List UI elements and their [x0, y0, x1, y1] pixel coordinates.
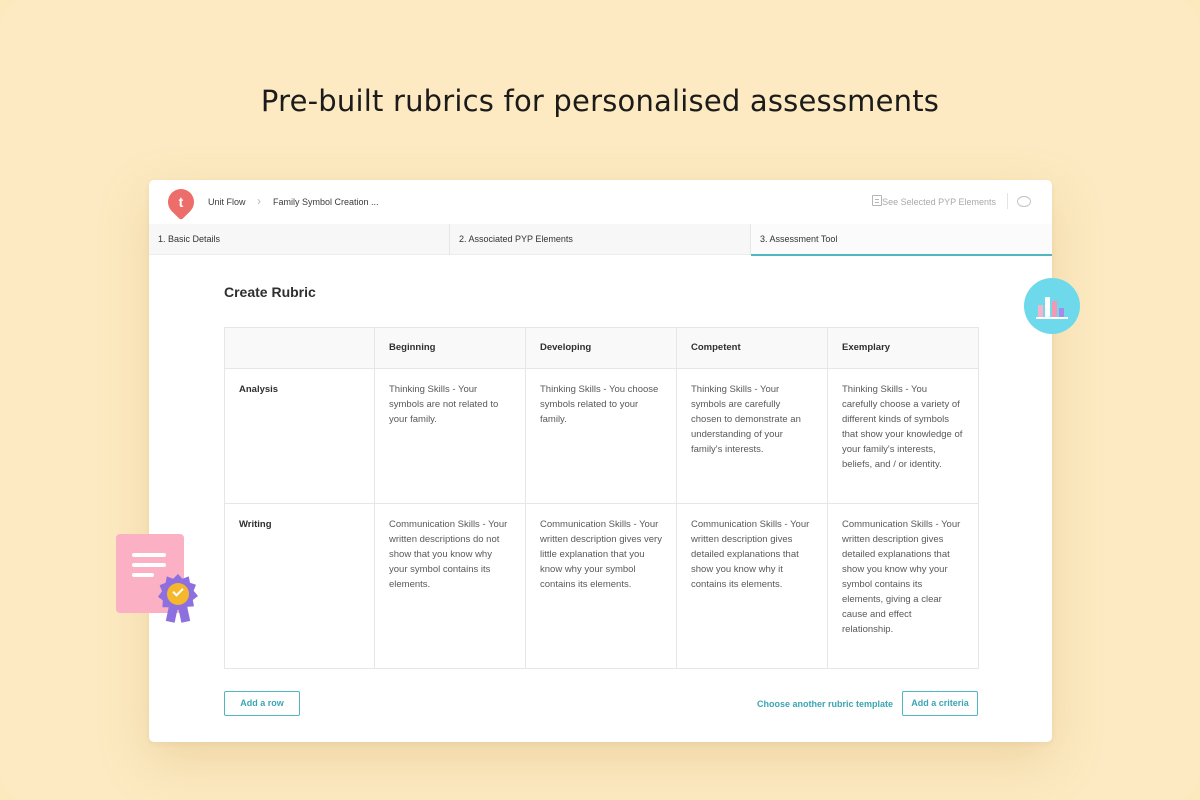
divider [1007, 193, 1008, 209]
header-cell-developing[interactable]: Developing [526, 328, 677, 369]
headline: Pre-built rubrics for personalised assessments [260, 84, 940, 118]
criterion-cell[interactable]: Analysis [225, 369, 375, 504]
tab-assessment-tool[interactable]: 3. Assessment Tool [751, 224, 1052, 255]
criterion-cell[interactable]: Writing [225, 504, 375, 669]
descriptor-cell[interactable]: Thinking Skills - You choose symbols related to your family. [526, 369, 677, 504]
certificate-seal-icon [158, 574, 198, 614]
descriptor-cell[interactable]: Thinking Skills - You carefully choose a variety of different kinds of symbols that show your knowledge of your family's interests, beliefs, and / or identity. [828, 369, 979, 504]
top-bar [149, 180, 1052, 224]
tab-basic-details[interactable]: 1. Basic Details [149, 224, 450, 255]
descriptor-cell[interactable]: Communication Skills - Your written description gives detailed explanations that show you know why your symbol contains its elements, giving a clear cause and effect relationship. [828, 504, 979, 669]
header-cell-competent[interactable]: Competent [677, 328, 828, 369]
chevron-right-icon: › [257, 194, 261, 208]
breadcrumb-unit-flow[interactable]: Unit Flow [208, 197, 246, 207]
rubric-table [224, 327, 979, 669]
see-pyp-elements-link[interactable]: See Selected PYP Elements [882, 197, 996, 207]
descriptor-cell[interactable]: Communication Skills - Your written description gives detailed explanations that show you know why it contains its elements. [677, 504, 828, 669]
logo-letter: t [178, 194, 184, 210]
choose-template-link[interactable]: Choose another rubric template [757, 699, 894, 709]
table-row [225, 504, 979, 669]
add-criteria-button[interactable]: Add a criteria [902, 691, 978, 716]
descriptor-cell[interactable]: Thinking Skills - Your symbols are carefully chosen to demonstrate an understanding of your family's interests. [677, 369, 828, 504]
breadcrumb-current: Family Symbol Creation ... [273, 197, 379, 207]
chat-icon[interactable] [1017, 196, 1031, 207]
add-row-button[interactable]: Add a row [224, 691, 300, 716]
header-cell-exemplary[interactable]: Exemplary [828, 328, 979, 369]
descriptor-cell[interactable]: Communication Skills - Your written description gives very little explanation that you know why your symbol contains its elements. [526, 504, 677, 669]
descriptor-cell[interactable]: Thinking Skills - Your symbols are not related to your family. [375, 369, 526, 504]
table-row [225, 369, 979, 504]
descriptor-cell[interactable]: Communication Skills - Your written descriptions do not show that you know why your symbol contains its elements. [375, 504, 526, 669]
rubric-header-row [225, 328, 979, 369]
app-logo[interactable] [163, 184, 200, 221]
bar-chart-icon [1024, 278, 1080, 334]
header-cell-blank [225, 328, 375, 369]
document-list-icon [872, 195, 882, 206]
header-cell-beginning[interactable]: Beginning [375, 328, 526, 369]
app-window [149, 180, 1052, 742]
page-title: Create Rubric [224, 284, 316, 300]
tab-associated-pyp-elements[interactable]: 2. Associated PYP Elements [450, 224, 751, 255]
step-tabs [149, 224, 1052, 255]
